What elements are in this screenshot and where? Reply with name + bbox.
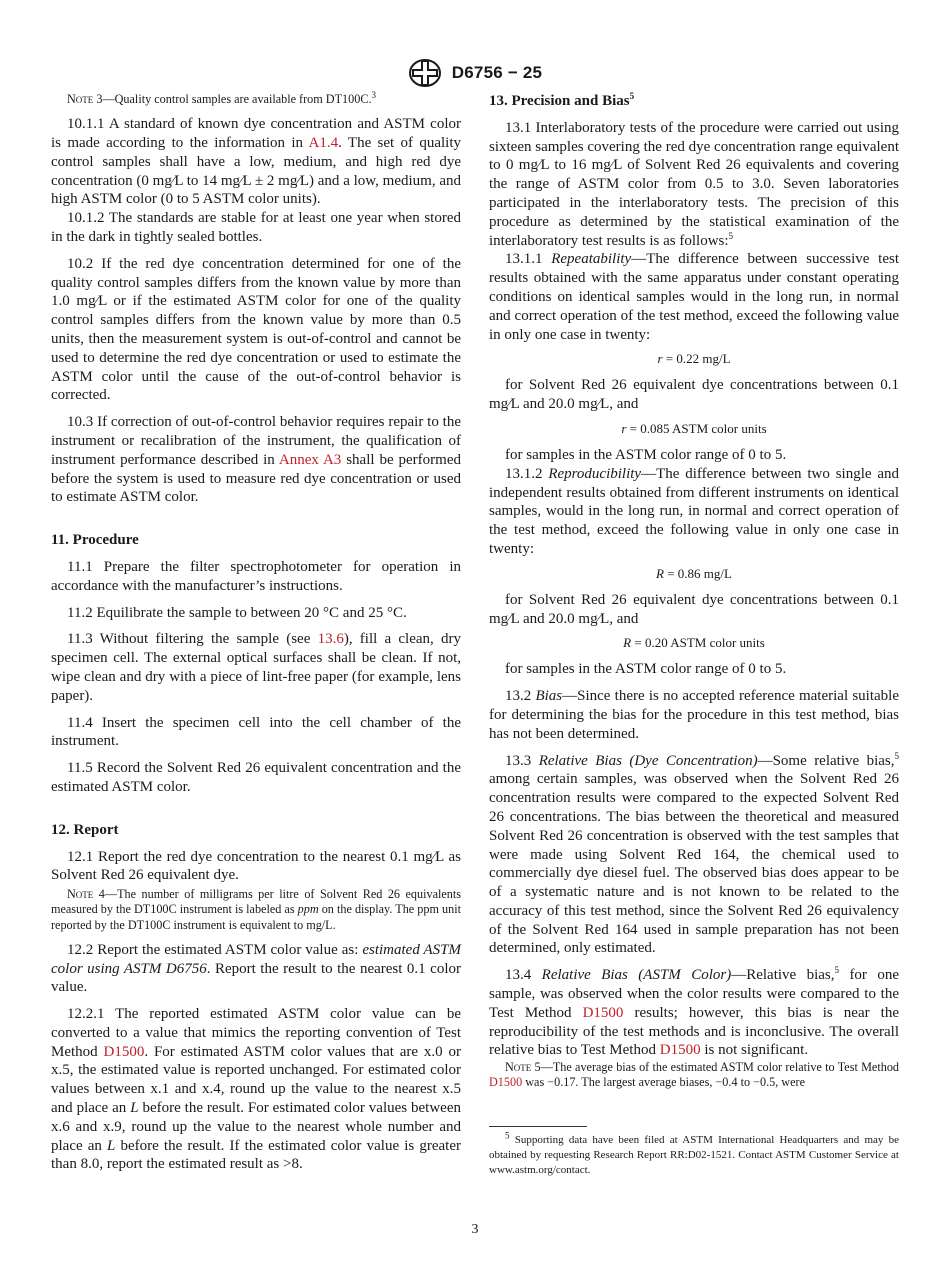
para-12-2: 12.2 Report the estimated ASTM color value as: estimated ASTM color using ASTM D6756. Report the result to the nearest 0.1 color value. [51, 941, 461, 996]
para-11-3: 11.3 Without filtering the sample (see 13.6), fill a clean, dry specimen cell. The external optical surfaces shall be clean. If not, wipe clean and dry with a piece of lint-free paper (for example, lens paper). [51, 631, 461, 704]
para-10-3: 10.3 If correction of out-of-control behavior requires repair to the instrument or recalibration of the instrument, the qualification of instrument performance described in Annex A3 shall be performed before the system is used to measure red dye concentration or used to estimate ASTM color. [51, 414, 461, 506]
footnote-rule [489, 1126, 587, 1127]
note-4: Note 4—The number of milligrams per litre of Solvent Red 26 equivalents measured by the DT100C instrument is labeled as ppm on the display. The ppm unit reported by the DT100C instrument is equivalent to mg/L. [51, 887, 462, 932]
para-eq4-context: for samples in the ASTM color range of 0 to 5. [505, 661, 787, 678]
link-d1500[interactable]: D1500 [582, 1004, 624, 1021]
para-12-2-1: 12.2.1 The reported estimated ASTM color value can be converted to a value that mimics the reporting convention of Test Method D1500. For estimated ASTM color values that are x.0 or x.5, the estimated value is reported unchanged. For estimated color values between x.1 and x.4, round up the value to the nearest x.5 and place an L before the result. For estimated color values between x.6 and x.9, round up the value to the nearest whole number and place an L before the result. If the estimated color value is greater than 8.0, report the estimated result as >8. [51, 1006, 462, 1173]
para-11-4: 11.4 Insert the specimen cell into the cell chamber of the instrument. [51, 714, 461, 750]
document-id: D6756 − 25 [451, 63, 543, 82]
para-10-1-1: 10.1.1 A standard of known dye concentration and ASTM color is made according to the information in A1.4. The set of quality control samples shall have a low, medium, and high red dye concentration (0 mg⁄L to 14 mg⁄L ± 2 mg⁄L) and a low, medium, and high ASTM color (0 to 5 ASTM color units). [51, 116, 461, 208]
para-13-2: 13.2 Bias—Since there is no accepted reference material suitable for determining the bias for the procedure in this test method, bias has not been determined. [489, 688, 899, 742]
footnote-5: $^5$ Supporting data have been filed at ASTM International Headquarters and may be obtained by requesting Research Report RR:D02-1521. Contact ASTM Customer Service at www.astm.org/contact. [489, 1130, 899, 1176]
link-d1500[interactable]: D1500 [103, 1043, 145, 1060]
para-eq3-context: for Solvent Red 26 equivalent dye concentrations between 0.1 mg⁄L and 20.0 mg⁄L, and [489, 591, 899, 627]
para-13-1-2: 13.1.2 Reproducibility—The difference between two single and independent results obtained from different instruments on identical samples, would in the long run, in normal and correct operation of the test method, exceed the following value in only one case in twenty: [489, 465, 900, 557]
para-11-5: 11.5 Record the Solvent Red 26 equivalent concentration and the estimated ASTM color. [51, 760, 461, 795]
para-13-3: 13.3 Relative Bias (Dye Concentration)—Some relative bias,$^5$ among certain samples, was observed when the Solvent Red 26 concentration results were compared to the expected Solvent Red 26 concentrations. The bias between the theoretical and measured Solvent Red 26 concentration is observed with the test samples that were made using Solvent Red 164, the chemical used to commercially dye diesel fuel. The observed bias does appear to be of a systematic nature and is not known to be related to the accuracy of this test method, since the Solvent Red 26 equivalency of the Solvent Red 164 used in sample preparation has not been determined, only estimated. [489, 750, 900, 957]
para-10-2: 10.2 If the red dye concentration determined for one of the quality control samples differs from the known value by more than 1.0 mg⁄L or if the estimated ASTM color for one of the quality control samples differs from the known value by more than 0.5 units, then the measurement system is out-of-control and cannot be used to determine the red dye concentration or used to estimate the ASTM color until the cause of the out-of-control behavior is corrected. [51, 255, 461, 404]
link-a1-4[interactable]: A1.4 [308, 135, 339, 151]
para-eq2-context: for samples in the ASTM color range of 0 to 5. [505, 446, 787, 463]
heading-11-procedure: 11. Procedure [51, 532, 139, 549]
left-column [51, 89, 462, 1174]
equation-repeatability-dye: r = 0.22 mg/L [657, 351, 731, 367]
equation-reproducibility-color: R = 0.20 ASTM color units [623, 635, 765, 651]
page-header [0, 58, 950, 88]
para-11-2: 11.2 Equilibrate the sample to between 20 °C and 25 °C. [67, 604, 407, 621]
heading-13-precision-bias: 13. Precision and Bias$^5$ [489, 91, 635, 109]
astm-logo-icon [408, 58, 442, 88]
para-10-1-2: 10.1.2 The standards are stable for at least one year when stored in the dark in tightly sealed bottles. [51, 210, 461, 245]
page-number: 3 [471, 1222, 479, 1237]
link-d1500[interactable]: D1500 [659, 1042, 701, 1059]
para-13-1: 13.1 Interlaboratory tests of the procedure were carried out using sixteen samples covering the red dye concentration range equivalent to 0 mg⁄L to 16 mg⁄L of Solvent Red 26 equivalents and covering the range of ASTM color from 0.5 to 3.0. Seven laboratories participated in the interlaboratory tests. The precision of this procedure as determined by the statistical examination of the interlaboratory test results is as follows:$^5$ [489, 119, 899, 249]
heading-12-report: 12. Report [51, 821, 119, 838]
equation-reproducibility-dye: R = 0.86 mg/L [656, 565, 732, 581]
para-11-1: 11.1 Prepare the filter spectrophotometer for operation in accordance with the manufacturer’s instructions. [51, 558, 461, 594]
para-12-1: 12.1 Report the red dye concentration to the nearest 0.1 mg⁄L as Solvent Red 26 equivalent dye. [51, 848, 461, 884]
link-13-6[interactable]: 13.6 [317, 631, 344, 648]
note-3: Note 3—Quality control samples are available from DT100C.$^3$ [67, 89, 377, 106]
para-13-1-1: 13.1.1 Repeatability—The difference between successive test results obtained with the same apparatus under constant operating conditions on identical samples would in the long run, in normal and correct operation of the test method, exceed the following value in only one case in twenty: [489, 251, 899, 343]
link-d1500[interactable]: D1500 [489, 1075, 523, 1090]
para-13-4: 13.4 Relative Bias (ASTM Color)—Relative bias,$^5$ for one sample, was observed when the color results were compared to the Test Method D1500 results; however, this bias is near the reproducibility of the test methods and is inconclusive. The overall relative bias to Test Method D1500 is not significant. [489, 965, 900, 1059]
para-eq1-context: for Solvent Red 26 equivalent dye concentrations between 0.1 mg⁄L and 20.0 mg⁄L, and [489, 377, 899, 413]
note-5: Note 5—The average bias of the estimated ASTM color relative to Test Method D1500 was −0.17. The largest average biases, −0.4 to −0.5, were [489, 1060, 900, 1090]
link-annex-a3[interactable]: Annex A3 [278, 451, 342, 468]
equation-repeatability-color: r = 0.085 ASTM color units [621, 420, 767, 436]
right-column [489, 92, 899, 1178]
